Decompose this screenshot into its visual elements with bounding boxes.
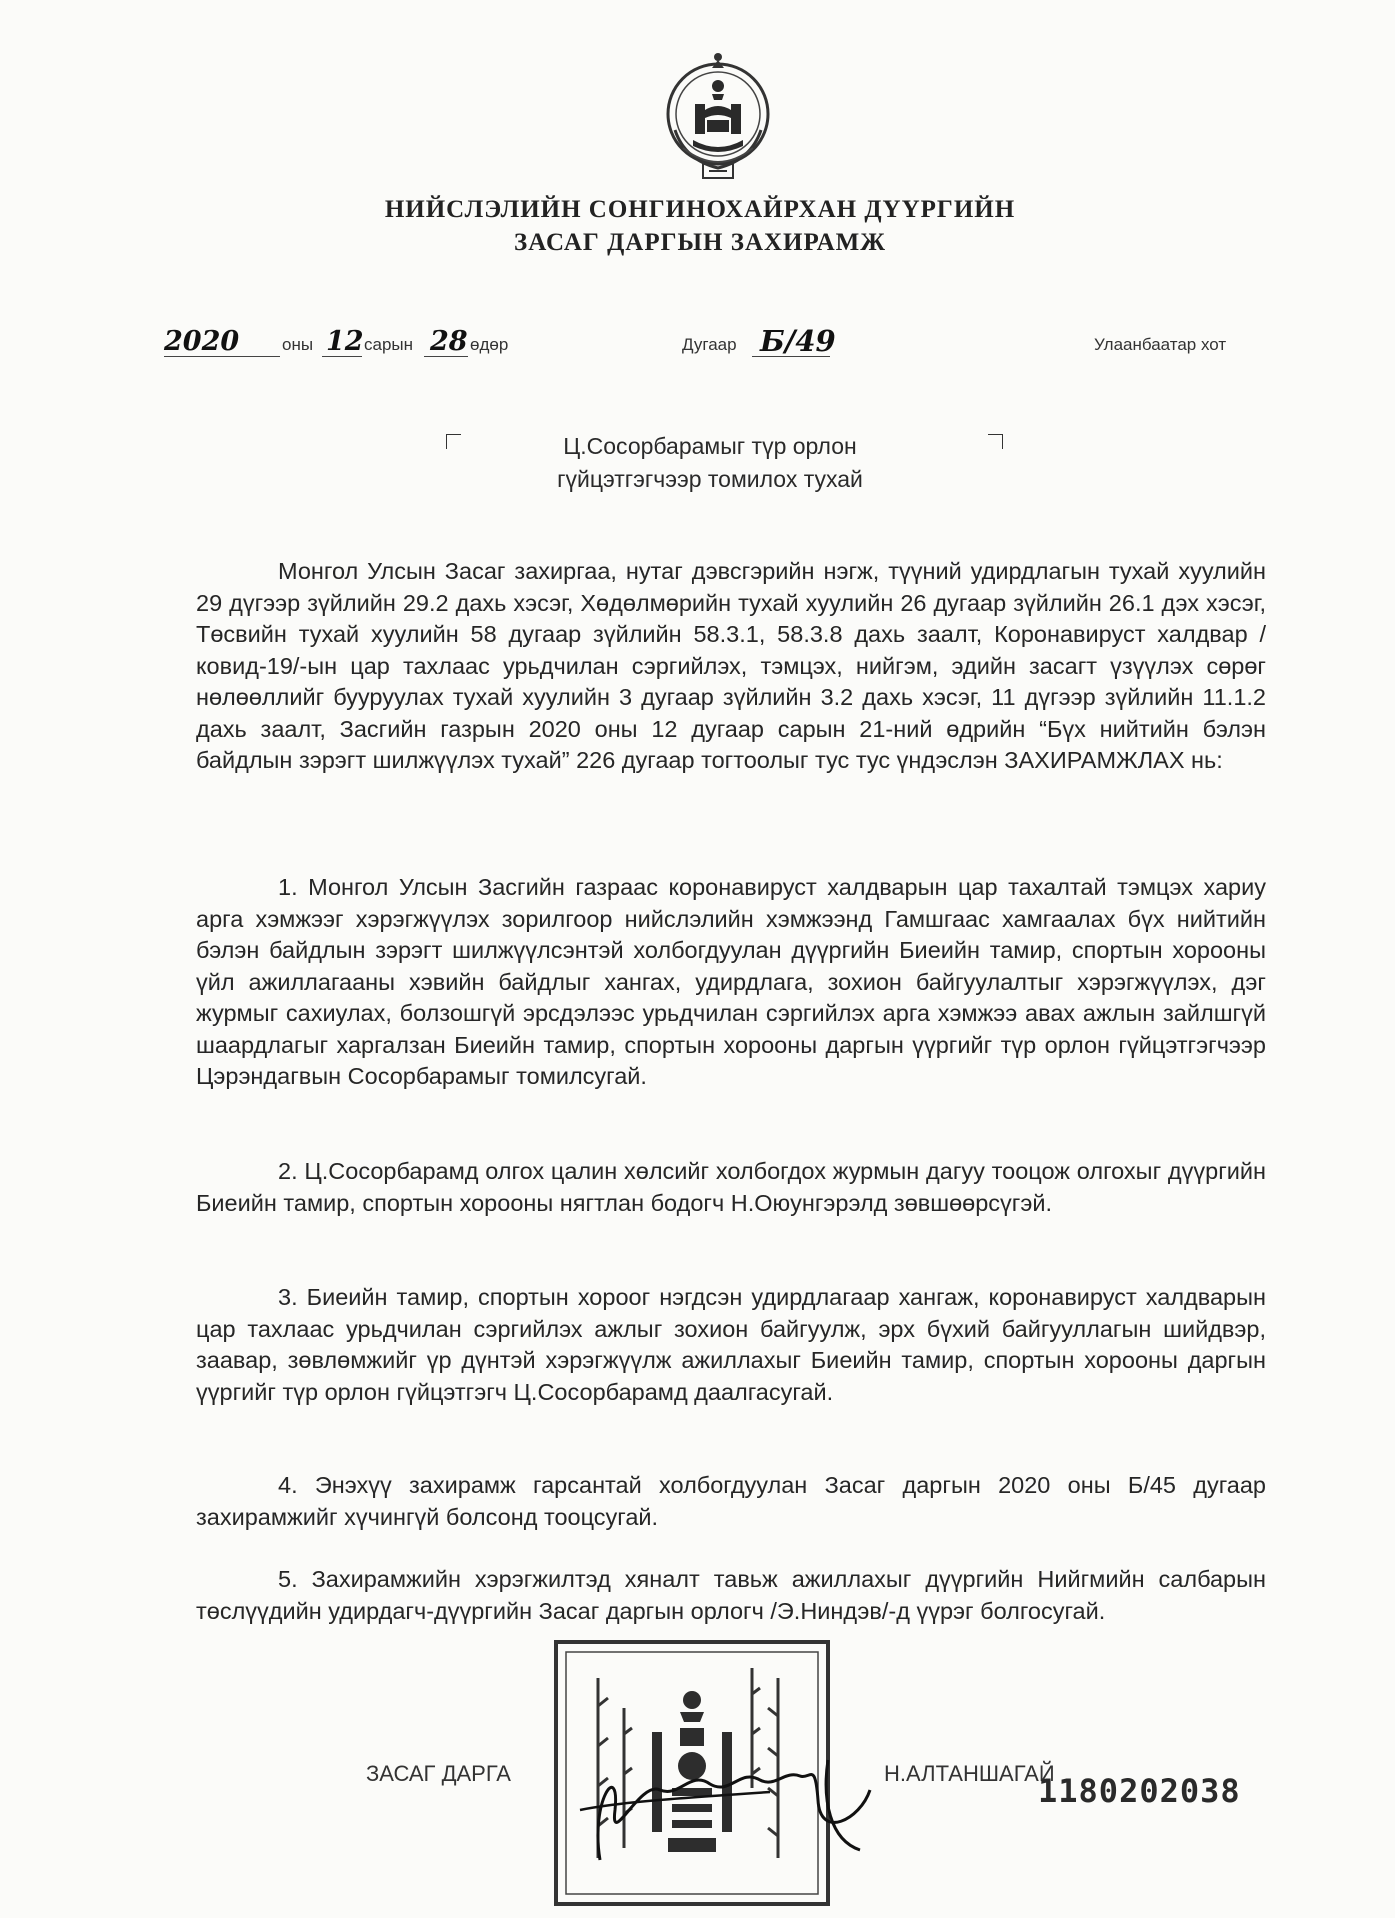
signatory-name: Н.АЛТАНШАГАЙ: [884, 1761, 1055, 1786]
item-5-text: 5. Захирамжийн хэрэгжилтэд хяналт тавьж ажиллахыг дүүргийн Нийгмийн салбарын төслүүдийн удирдагч-дүүргийн Засаг даргын орлогч /Э.Ниндэв/-д үүрэг болгосугай.: [196, 1566, 1266, 1624]
item-1-paragraph: [196, 872, 1266, 1093]
date-month-underline: [322, 356, 362, 357]
item-2-paragraph: [196, 1156, 1266, 1219]
item-5-paragraph: [196, 1564, 1266, 1627]
subject-line-2: гүйцэтгэгчээр томилох тухай: [557, 466, 863, 492]
city-label: Улаанбаатар хот: [1094, 335, 1227, 354]
issuer-title: НИЙСЛЭЛИЙН СОНГИНОХАЙРХАН ДҮҮРГИЙН: [384, 196, 1016, 223]
item-4-text: 4. Энэхүү захирамж гарсантай холбогдуулан Засаг даргын 2020 оны Б/45 дугаар захирамжийг хүчингүй болсонд тооцсугай.: [196, 1472, 1266, 1530]
subject: [500, 430, 920, 496]
date-year-handwritten: 2020: [164, 326, 240, 357]
preamble-paragraph: [196, 556, 1266, 777]
signatory-position: ЗАСАГ ДАРГА: [366, 1761, 511, 1786]
date-month-label: сарын: [364, 335, 414, 354]
document-type-title: ЗАСАГ ДАРГЫН ЗАХИРАМЖ: [514, 229, 886, 256]
date-day-label: өдөр: [470, 335, 509, 354]
subject-line-1: Ц.Сосорбарамыг түр орлон: [563, 433, 857, 459]
date-year-label: оны: [282, 335, 314, 354]
date-day-underline: [424, 356, 468, 357]
date-month-handwritten: 12: [326, 326, 364, 357]
handwritten-signature: [560, 1740, 880, 1880]
preamble-text: Монгол Улсын Засаг захиргаа, нутаг дэвсгэрийн нэгж, түүний удирдлагын тухай хуулийн 29 дүгээр зүйлийн 29.2 дахь хэсэг, Хөдөлмөрийн тухай хуулийн 26 дугаар зүйлийн 26.1 дэх хэсэг, Төсвийн тухай хуулийн 58 дугаар зүйлийн 58.3.1, 58.3.8 дахь заалт, Коронавируст халдвар /ковид-19/-ын цар тахлаас урьдчилан сэргийлэх, тэмцэх, нийгэм, эдийн засагт үзүүлэх сөрөг нөлөөллийг бууруулах тухай хуулийн 3 дугаар зүйлийн 3.2 дахь хэсэг, 11 дүгээр зүйлийн 11.1.2 дахь заалт, Засгийн газрын 2020 оны 12 дугаар сарын 21-ний өдрийн “Бүх нийтийн бэлэн байдлын зэрэгт шилжүүлэх тухай” 226 дугаар тогтоолыг тус тус үндэслэн ЗАХИРАМЖЛАХ нь:: [196, 558, 1266, 773]
number-handwritten: Б/49: [760, 324, 836, 358]
subject-bracket-left: [446, 434, 461, 449]
item-4-paragraph: [196, 1470, 1266, 1533]
item-1-text: 1. Монгол Улсын Засгийн газраас коронавируст халдварын цар тахалтай тэмцэх хариу арга хэмжээг хэрэгжүүлэх зорилгоор нийслэлийн хэмжээнд Гамшгаас хамгаалах бүх нийтийн бэлэн байдлын зэрэгт шилжүүлсэнтэй холбогдуулан дүүргийн Биеийн тамир, спортын хорооны үйл ажиллагааны хэвийн байдлыг хангах, удирдлага, зохион байгуулалтыг хэрэгжүүлэх, дэг журмыг сахиулах, болзошгүй эрсдэлээс урьдчилан сэргийлэх арга хэмжээ авах ажлын зайлшгүй шаардлагыг харгалзан Биеийн тамир, спортын хорооны даргын үүргийг түр орлон гүйцэтгэгчээр Цэрэндагвын Сосорбарамыг томилсугай.: [196, 874, 1266, 1089]
number-label: Дугаар: [682, 335, 737, 354]
state-emblem-icon: [663, 52, 773, 192]
item-3-paragraph: [196, 1282, 1266, 1408]
item-2-text: 2. Ц.Сосорбарамд олгох цалин хөлсийг холбогдох журмын дагуу тооцож олгохыг дүүргийн Биеийн тамир, спортын хорооны нягтлан бодогч Н.Оюунгэрэлд зөвшөөрсүгэй.: [196, 1158, 1266, 1216]
number-underline: [752, 356, 830, 357]
date-day-handwritten: 28: [430, 326, 468, 357]
subject-bracket-right: [988, 434, 1003, 449]
registration-number-stamp: 1180202038: [1038, 1772, 1241, 1810]
date-year-underline: [164, 356, 280, 357]
item-3-text: 3. Биеийн тамир, спортын хороог нэгдсэн удирдлагаар хангаж, коронавируст халдварын цар тахлаас урьдчилан сэргийлэх ажлыг зохион байгуулж, эрх бүхий байгууллагын шийдвэр, заавар, зөвлөмжийг үр дүнтэй хэрэгжүүлж ажиллахыг Биеийн тамир, спортын хорооны даргын үүргийг түр орлон гүйцэтгэгч Ц.Сосорбарамд даалгасугай.: [196, 1284, 1266, 1405]
